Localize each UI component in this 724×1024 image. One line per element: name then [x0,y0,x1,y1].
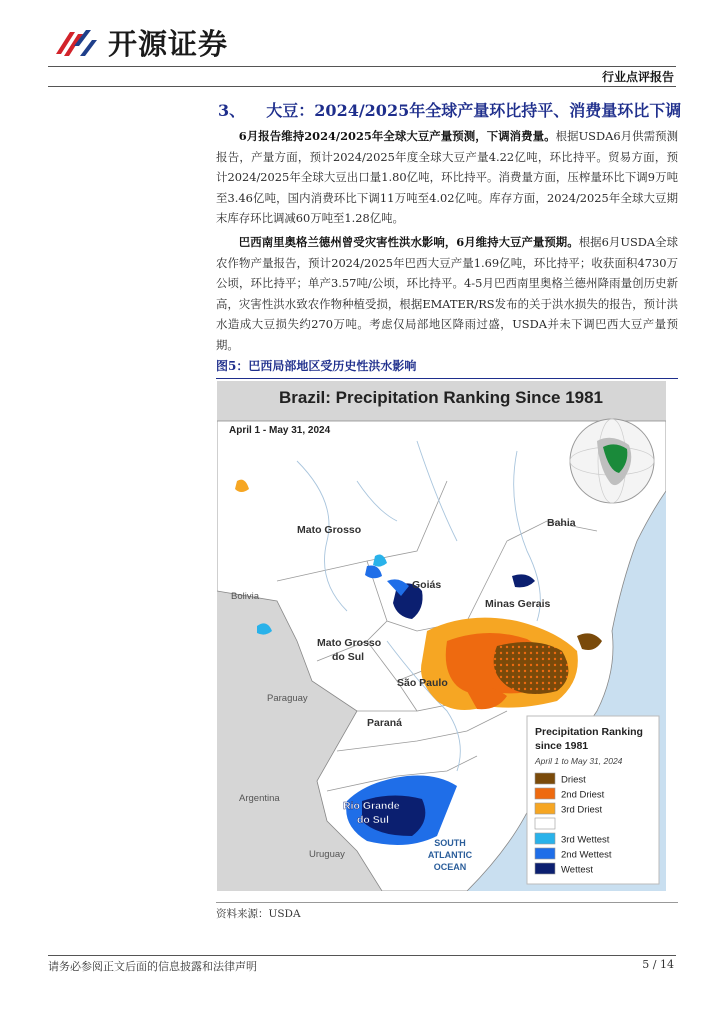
paragraph-body: 根据6月USDA全球农作物产量报告，预计2024/2025年巴西大豆产量1.69亿吨，环比持平；收获面积4730万公顷，环比持平；单产3.57吨/公顷，环比持平。4-5月巴西南里奥格兰德州降雨量创历史新高，灾害性洪水致农作物种植受损，根据EMATER/RS发布的关于洪水损失的报告，预计洪水造成大豆损失约270万吨。考虑仅局部地区降雨过盛，USDA并未下调巴西大豆产量预期。 [216,235,678,352]
legend-swatch [535,833,555,844]
country-label: Paraguay [267,693,308,704]
report-type: 行业点评报告 [601,70,674,84]
country-label: Bolivia [231,591,259,602]
legend-label: 2nd Driest [561,789,605,801]
legend-label: Driest [561,774,586,786]
legend-swatch [535,848,555,859]
source-note: 资料来源：USDA [216,908,301,920]
map-legend [527,716,659,884]
country-label: Argentina [239,793,280,804]
brand-name: 开源证券 [108,27,229,61]
page-number: 5 / 14 [642,958,674,971]
paragraph-lead: 巴西南里奥格兰德州曾受灾害性洪水影响，6月维持大豆产量预期。 [238,235,579,249]
company-logo [52,22,228,63]
legend-title: Precipitation Ranking [535,726,643,738]
precipitation-map [217,381,666,891]
legend-label: 3rd Driest [561,804,603,816]
paragraph-brazil-flood [216,232,678,355]
footer-divider [48,955,676,956]
legend-label: 2nd Wettest [561,849,612,861]
svg-text:OCEAN: OCEAN [433,862,467,872]
legend-swatch [535,818,555,829]
legend-label: Wettest [561,864,594,876]
header-divider [48,66,676,67]
region-label: Mato Grosso [297,524,362,536]
region-label: do Sul [357,814,390,826]
source-divider [216,902,678,903]
legend-swatch [535,788,555,799]
legend-subtitle: April 1 to May 31, 2024 [535,756,623,766]
logo-mark-icon [52,26,100,60]
section-heading [218,98,681,121]
region-label: Mato Grosso [317,637,382,649]
region-label: Rio Grande [343,800,400,812]
legend-swatch [535,803,555,814]
paragraph-global-soybean [216,126,678,229]
region-label: do Sul [332,651,365,663]
svg-text:ATLANTIC: ATLANTIC [427,850,473,860]
region-label: Bahia [547,517,576,529]
country-label: Uruguay [309,849,345,860]
footer-disclaimer: 请务必参阅正文后面的信息披露和法律声明 [48,960,257,973]
region-label: Paraná [367,717,403,729]
region-label: Goiás [412,579,442,591]
paragraph-body: 根据USDA6月供需预测报告，产量方面，预计2024/2025年度全球大豆产量4.22亿吨，环比持平。贸易方面，预计2024/2025年全球大豆出口量1.80亿吨，环比持平。消费量方面，压榨量环比下调9万吨至3.46亿吨，国内消费环比下调11万吨至4.02亿吨。库存方面，2024/2025年全球大豆期末库存环比调减60万吨至1.28亿吨。 [216,129,678,225]
section-number: 3、 [218,101,246,120]
legend-title-2: since 1981 [535,740,589,752]
map-title: Brazil: Precipitation Ranking Since 1981 [278,388,604,407]
legend-swatch [535,863,555,874]
header-divider-lower [48,86,676,87]
region-label: São Paulo [397,677,448,689]
legend-swatch [535,773,555,784]
map-svg [217,381,666,891]
region-label: Minas Gerais [485,598,551,610]
legend-label: 3rd Wettest [561,834,610,846]
svg-text:SOUTH: SOUTH [434,838,466,848]
map-period: April 1 - May 31, 2024 [229,425,331,436]
globe-inset-icon [570,419,654,503]
figure-caption: 图5：巴西局部地区受历史性洪水影响 [216,357,678,379]
paragraph-lead: 6月报告维持2024/2025年全球大豆产量预测，下调消费量。 [238,129,556,143]
section-title: 大豆：2024/2025年全球产量环比持平、消费量环比下调 [266,101,682,120]
